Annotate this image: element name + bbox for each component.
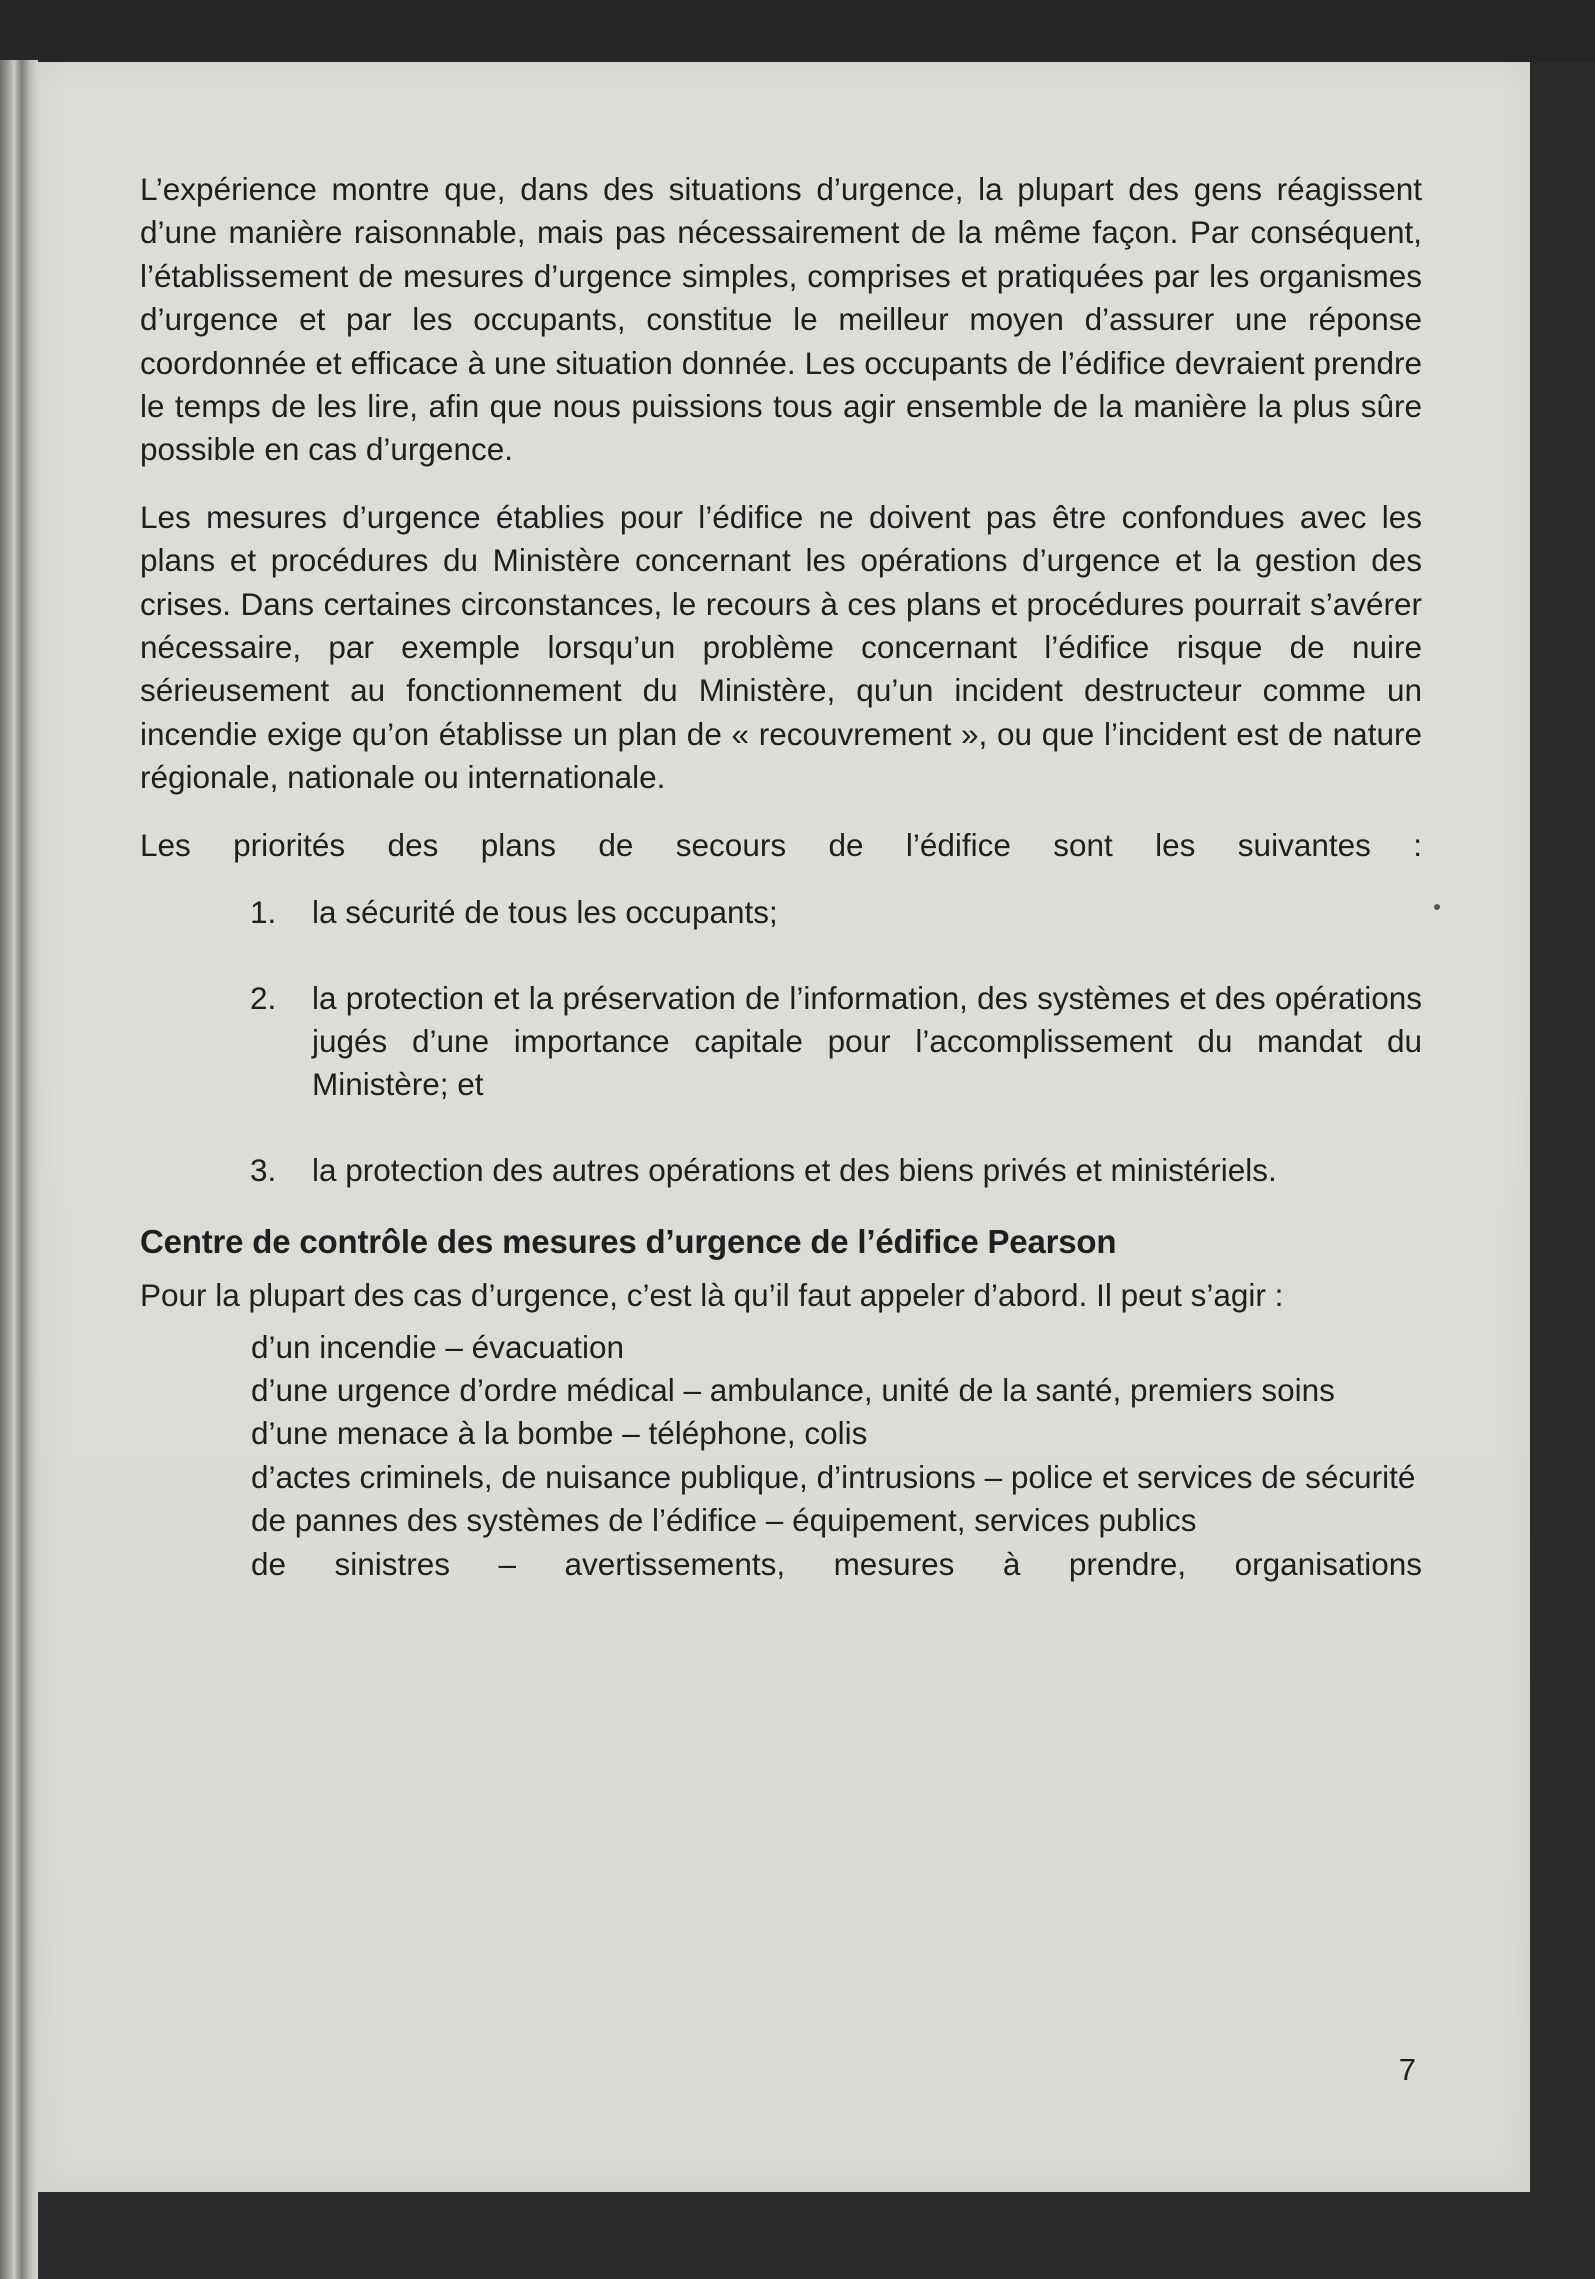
intro-paragraph: L’expérience montre que, dans des situations d’urgence, la plupart des gens réagissent d’une manière raisonnable, mais pas nécessairement de la même façon. Par conséquent, l’établissement de mesures d’urgence simples, comprises et pratiquées par les organismes d’urgence et par les occupants, constitue le meilleur moyen d’assurer une réponse coordonnée et efficace à une situation donnée. Les occupants de l’édifice devraient prendre le temps de les lire, afin que nous puissions tous agir ensemble de la manière la plus sûre possible en cas d’urgence.: [140, 171, 1422, 468]
priority-text: la sécurité de tous les occupants;: [312, 894, 778, 931]
priority-item: [140, 1149, 1422, 1192]
priority-number: 3.: [250, 1151, 277, 1188]
priorities-list: [140, 891, 1422, 1192]
priority-item: [140, 891, 1422, 934]
section-heading: Centre de contrôle des mesures d’urgence de l’édifice Pearson: [140, 1223, 1117, 1261]
emergency-case: de sinistres – avertissements, mesures à prendre, organisations: [251, 1545, 1422, 1582]
document-page: [38, 62, 1530, 2192]
scan-speck: [1434, 904, 1440, 910]
section-intro: Pour la plupart des cas d’urgence, c’est là qu’il faut appeler d’abord. Il peut s’agir :: [140, 1277, 1284, 1314]
distinction-paragraph: Les mesures d’urgence établies pour l’édifice ne doivent pas être confondues avec les plans et procédures du Ministère concernant les opérations d’urgence et la gestion des crises. Dans certaines circonstances, le recours à ces plans et procédures pourrait s’avérer nécessaire, par exemple lorsqu’un problème concernant l’édifice risque de nuire sérieusement au fonctionnement du Ministère, qu’un incident destructeur comme un incendie exige qu’on établisse un plan de « recouvrement », ou que l’incident est de nature régionale, nationale ou internationale.: [140, 498, 1422, 796]
emergency-cases-list: [140, 1326, 1422, 1586]
priority-number: 2.: [250, 979, 277, 1016]
priority-text: la protection et la préservation de l’information, des systèmes et des opérations jugés d’une importance capitale pour l’accomplissement du mandat du Ministère; et: [312, 979, 1422, 1103]
priority-number: 1.: [250, 894, 277, 931]
page-content: [140, 168, 1422, 1586]
emergency-case: de pannes des systèmes de l’édifice – équipement, services publics: [251, 1502, 1197, 1539]
priorities-intro: Les priorités des plans de secours de l’édifice sont les suivantes :: [140, 826, 1422, 863]
emergency-case: d’une urgence d’ordre médical – ambulance, unité de la santé, premiers soins: [251, 1371, 1335, 1408]
emergency-case: d’actes criminels, de nuisance publique, d’intrusions – police et services de sécurité: [251, 1458, 1416, 1495]
priority-text: la protection des autres opérations et des biens privés et ministériels.: [312, 1151, 1277, 1188]
page-spine-edge: [0, 60, 38, 2279]
scan-background: [0, 0, 1595, 62]
page-number: 7: [1398, 2052, 1416, 2087]
emergency-case: d’un incendie – évacuation: [251, 1328, 625, 1365]
emergency-case: d’une menace à la bombe – téléphone, colis: [251, 1415, 868, 1452]
priority-item: [140, 977, 1422, 1107]
